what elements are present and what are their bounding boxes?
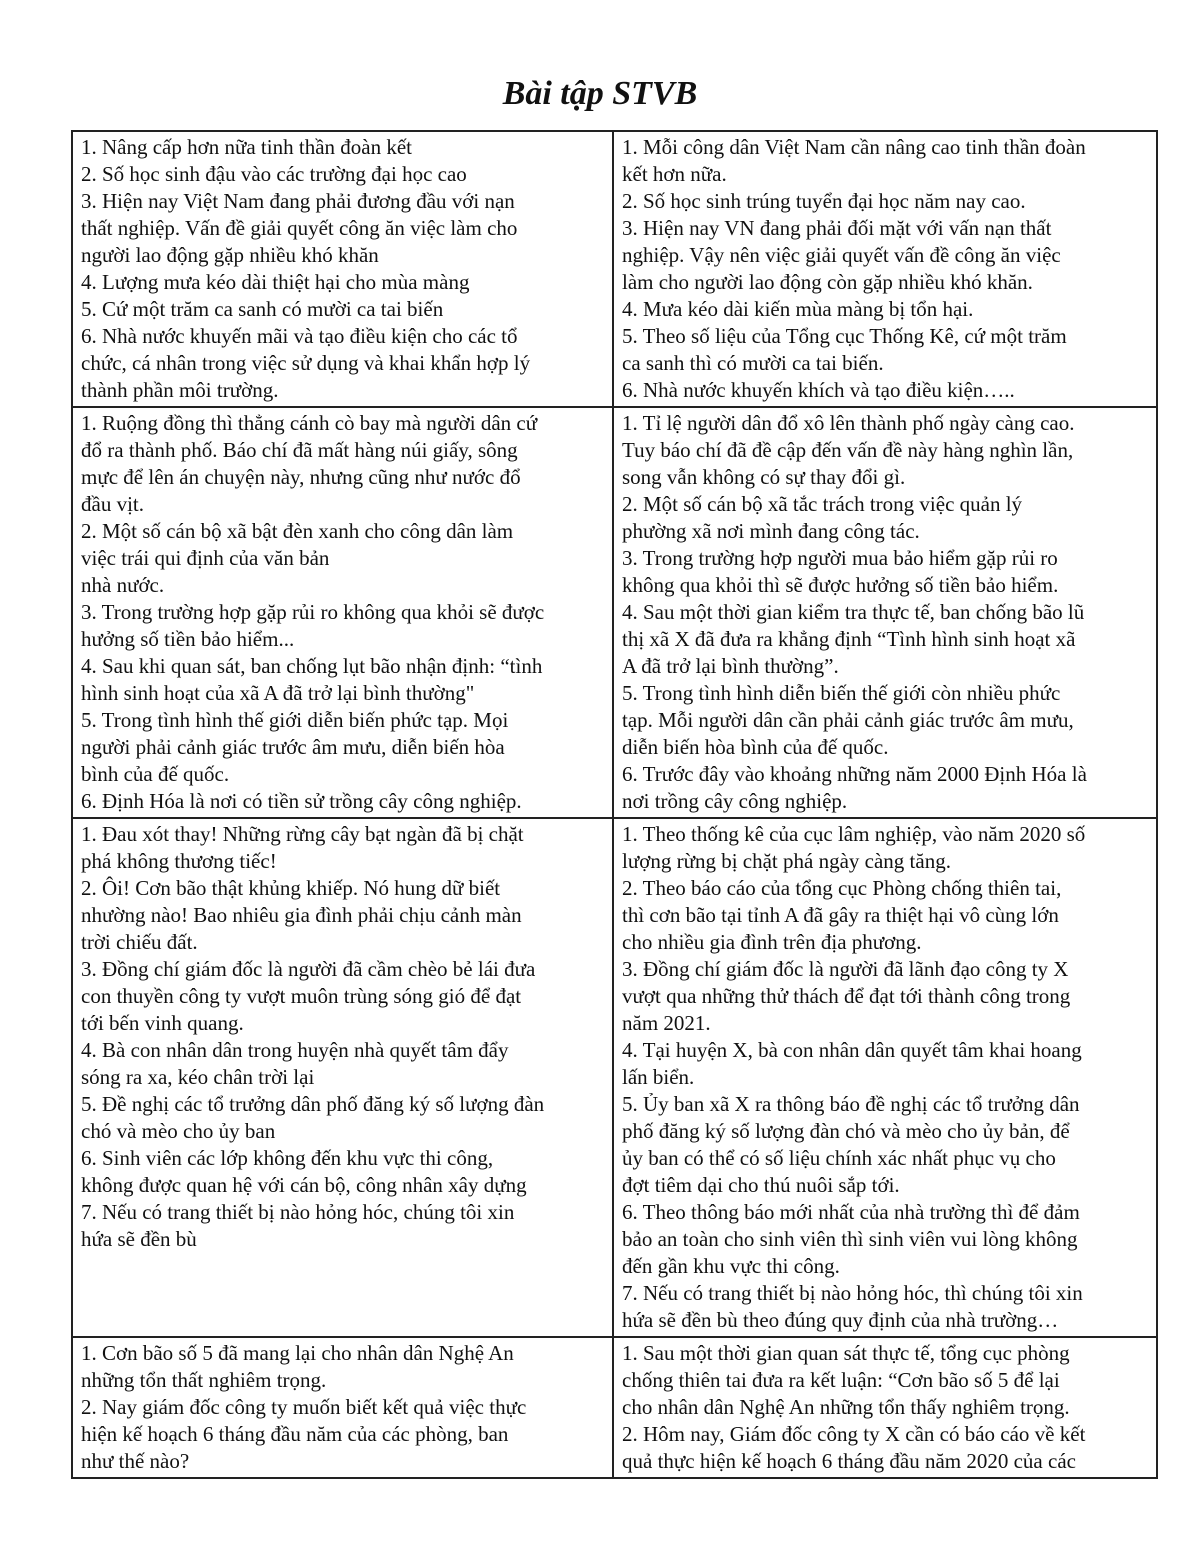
text-line: thì cơn bão tại tỉnh A đã gây ra thiệt hại vô cùng lớn <box>622 903 1059 927</box>
text-line: mực để lên án chuyện này, nhưng cũng như nước đổ <box>81 465 521 489</box>
text-line: 4. Mưa kéo dài kiến mùa màng bị tổn hại. <box>622 297 974 321</box>
text-line: bình của đế quốc. <box>81 762 230 786</box>
text-line: chó và mèo cho ủy ban <box>81 1119 276 1143</box>
document-title: Bài tập STVB <box>502 75 698 112</box>
original-sentences-cell <box>72 131 613 407</box>
text-line: 2. Số học sinh đậu vào các trường đại học cao <box>81 162 467 186</box>
text-line: 3. Hiện nay Việt Nam đang phải đương đầu với nạn <box>81 189 515 213</box>
text-line: 6. Nhà nước khuyến mãi và tạo điều kiện cho các tổ <box>81 324 518 348</box>
text-line: 1. Mỗi công dân Việt Nam cần nâng cao tinh thần đoàn <box>622 135 1086 159</box>
text-line: 6. Sinh viên các lớp không đến khu vực thi công, <box>81 1146 494 1170</box>
text-line: 2. Ôi! Cơn bão thật khủng khiếp. Nó hung dữ biết <box>81 876 501 900</box>
text-line: con thuyền công ty vượt muôn trùng sóng gió để đạt <box>81 984 522 1008</box>
text-line: diễn biến hòa bình của đế quốc. <box>622 735 889 759</box>
text-line: cho nhân dân Nghệ An những tổn thấy nghiêm trọng. <box>622 1395 1070 1419</box>
text-line: 4. Sau một thời gian kiểm tra thực tế, ban chống bão lũ <box>622 600 1085 624</box>
text-line: năm 2021. <box>622 1011 711 1035</box>
text-line: 3. Đồng chí giám đốc là người đã cầm chèo bẻ lái đưa <box>81 957 536 981</box>
text-line: 6. Nhà nước khuyến khích và tạo điều kiện….. <box>622 378 1015 402</box>
cell-text <box>622 1340 1148 1475</box>
text-line: đợt tiêm dại cho thú nuôi sắp tới. <box>622 1173 900 1197</box>
text-line: phá không thương tiếc! <box>81 849 277 873</box>
text-line: 2. Theo báo cáo của tổng cục Phòng chống thiên tai, <box>622 876 1062 900</box>
text-line: nơi trồng cây công nghiệp. <box>622 789 848 813</box>
text-line: 1. Theo thống kê của cục lâm nghiệp, vào năm 2020 số <box>622 822 1086 846</box>
revised-sentences-cell <box>613 818 1157 1337</box>
text-line: tới bến vinh quang. <box>81 1011 244 1035</box>
cell-text <box>81 821 604 1334</box>
text-line: vượt qua những thử thách để đạt tới thành công trong <box>622 984 1071 1008</box>
text-line: 2. Một số cán bộ xã bật đèn xanh cho công dân làm <box>81 519 514 543</box>
text-line: trời chiếu đất. <box>81 930 198 954</box>
original-sentences-cell <box>72 1337 613 1478</box>
text-line: 3. Trong trường hợp người mua bảo hiểm gặp rủi ro <box>622 546 1058 570</box>
text-line: 5. Cứ một trăm ca sanh có mười ca tai biến <box>81 297 444 321</box>
text-line: 4. Bà con nhân dân trong huyện nhà quyết tâm đẩy <box>81 1038 509 1062</box>
text-line: không được quan hệ với cán bộ, công nhân xây dựng <box>81 1173 527 1197</box>
text-line: 1. Ruộng đồng thì thẳng cánh cò bay mà người dân cứ <box>81 411 538 435</box>
text-line: 5. Trong tình hình thế giới diễn biến phức tạp. Mọi <box>81 708 509 732</box>
text-line: phố đăng ký số lượng đàn chó và mèo cho ủy bản, để <box>622 1119 1070 1143</box>
text-line: thị xã X đã đưa ra khẳng định “Tình hình sinh hoạt xã <box>622 627 1076 651</box>
exercise-table <box>71 130 1158 1479</box>
text-line: hiện kế hoạch 6 tháng đầu năm của các phòng, ban <box>81 1422 509 1446</box>
table-row <box>72 131 1157 407</box>
text-line: đổ ra thành phố. Báo chí đã mất hàng núi giấy, sông <box>81 438 518 462</box>
text-line: hình sinh hoạt của xã A đã trở lại bình thường" <box>81 681 475 705</box>
cell-text <box>622 410 1148 815</box>
text-line: quả thực hiện kế hoạch 6 tháng đầu năm 2020 của các <box>622 1449 1076 1473</box>
text-line: 2. Một số cán bộ xã tắc trách trong việc quản lý <box>622 492 1023 516</box>
text-line: 5. Theo số liệu của Tổng cục Thống Kê, cứ một trăm <box>622 324 1067 348</box>
text-line: nhà nước. <box>81 573 165 597</box>
text-line: làm cho người lao động còn gặp nhiều khó khăn. <box>622 270 1033 294</box>
text-line: người lao động gặp nhiều khó khăn <box>81 243 379 267</box>
text-line: A đã trở lại bình thường”. <box>622 654 839 678</box>
text-line: nghiệp. Vậy nên việc giải quyết vấn đề công ăn việc <box>622 243 1061 267</box>
text-line: hứa sẽ đền bù theo đúng quy định của nhà trường… <box>622 1308 1059 1332</box>
original-sentences-cell <box>72 407 613 818</box>
cell-text <box>81 134 604 404</box>
text-line: 4. Sau khi quan sát, ban chống lụt bão nhận định: “tình <box>81 654 543 678</box>
text-line: chống thiên tai đưa ra kết luận: “Cơn bão số 5 để lại <box>622 1368 1060 1392</box>
revised-sentences-cell <box>613 1337 1157 1478</box>
text-line: lượng rừng bị chặt phá ngày càng tăng. <box>622 849 951 873</box>
text-line: thất nghiệp. Vấn đề giải quyết công ăn việc làm cho <box>81 216 518 240</box>
text-line: không qua khỏi thì sẽ được hưởng số tiền bảo hiểm. <box>622 573 1059 597</box>
cell-text <box>81 1340 604 1475</box>
text-line: người phải cảnh giác trước âm mưu, diễn biến hòa <box>81 735 505 759</box>
table-row <box>72 818 1157 1337</box>
cell-text <box>81 410 604 815</box>
text-line: 1. Tỉ lệ người dân đổ xô lên thành phố ngày càng cao. <box>622 411 1075 435</box>
text-line: 5. Trong tình hình diễn biến thế giới còn nhiều phức <box>622 681 1061 705</box>
text-line: tạp. Mỗi người dân cần phải cảnh giác trước âm mưu, <box>622 708 1074 732</box>
text-line: hứa sẽ đền bù <box>81 1227 197 1251</box>
text-line: kết hơn nữa. <box>622 162 727 186</box>
text-line: lấn biển. <box>622 1065 695 1089</box>
text-line: 5. Đề nghị các tổ trưởng dân phố đăng ký số lượng đàn <box>81 1092 545 1116</box>
table-row <box>72 407 1157 818</box>
cell-text <box>622 821 1148 1334</box>
text-line: đầu vịt. <box>81 492 144 516</box>
text-line: 1. Cơn bão số 5 đã mang lại cho nhân dân Nghệ An <box>81 1341 514 1365</box>
text-line: như thế nào? <box>81 1449 190 1473</box>
original-sentences-cell <box>72 818 613 1337</box>
table-row <box>72 1337 1157 1478</box>
text-line: hưởng số tiền bảo hiểm... <box>81 627 295 651</box>
text-line: chức, cá nhân trong việc sử dụng và khai khẩn hợp lý <box>81 351 531 375</box>
text-line: 1. Nâng cấp hơn nữa tinh thần đoàn kết <box>81 135 412 159</box>
text-line: 2. Số học sinh trúng tuyển đại học năm nay cao. <box>622 189 1026 213</box>
text-line: phường xã nơi mình đang công tác. <box>622 519 920 543</box>
text-line: 1. Đau xót thay! Những rừng cây bạt ngàn đã bị chặt <box>81 822 524 846</box>
text-line: đến gần khu vực thi công. <box>622 1254 840 1278</box>
text-line: 2. Nay giám đốc công ty muốn biết kết quả việc thực <box>81 1395 527 1419</box>
text-line: nhường nào! Bao nhiêu gia đình phải chịu cảnh màn <box>81 903 522 927</box>
text-line: sóng ra xa, kéo chân trời lại <box>81 1065 315 1089</box>
text-line: 3. Trong trường hợp gặp rủi ro không qua khỏi sẽ được <box>81 600 545 624</box>
revised-sentences-cell <box>613 407 1157 818</box>
text-line: 1. Sau một thời gian quan sát thực tế, tổng cục phòng <box>622 1341 1070 1365</box>
text-line: 4. Lượng mưa kéo dài thiệt hại cho mùa màng <box>81 270 470 294</box>
text-line: 7. Nếu có trang thiết bị nào hỏng hóc, thì chúng tôi xin <box>622 1281 1083 1305</box>
text-line: những tổn thất nghiêm trọng. <box>81 1368 327 1392</box>
text-line: 3. Hiện nay VN đang phải đối mặt với vấn nạn thất <box>622 216 1052 240</box>
text-line: việc trái qui định của văn bản <box>81 546 330 570</box>
text-line: ca sanh thì có mười ca tai biến. <box>622 351 884 375</box>
text-line: 4. Tại huyện X, bà con nhân dân quyết tâm khai hoang <box>622 1038 1082 1062</box>
text-line: 6. Định Hóa là nơi có tiền sử trồng cây công nghiệp. <box>81 789 522 813</box>
text-line: thành phần môi trường. <box>81 378 279 402</box>
text-line: 7. Nếu có trang thiết bị nào hỏng hóc, chúng tôi xin <box>81 1200 515 1224</box>
text-line: 3. Đồng chí giám đốc là người đã lãnh đạo công ty X <box>622 957 1069 981</box>
text-line: 2. Hôm nay, Giám đốc công ty X cần có báo cáo về kết <box>622 1422 1086 1446</box>
revised-sentences-cell <box>613 131 1157 407</box>
text-line: bảo an toàn cho sinh viên thì sinh viên vui lòng không <box>622 1227 1078 1251</box>
cell-text <box>622 134 1148 404</box>
text-line: ủy ban có thể có số liệu chính xác nhất phục vụ cho <box>622 1146 1056 1170</box>
text-line: song vẫn không có sự thay đổi gì. <box>622 465 906 489</box>
text-line: 5. Ủy ban xã X ra thông báo đề nghị các tổ trưởng dân <box>622 1092 1080 1116</box>
text-line: 6. Theo thông báo mới nhất của nhà trường thì để đảm <box>622 1200 1080 1224</box>
text-line: Tuy báo chí đã đề cập đến vấn đề này hàng nghìn lần, <box>622 438 1074 462</box>
text-line: 6. Trước đây vào khoảng những năm 2000 Định Hóa là <box>622 762 1087 786</box>
text-line: cho nhiều gia đình trên địa phương. <box>622 930 922 954</box>
